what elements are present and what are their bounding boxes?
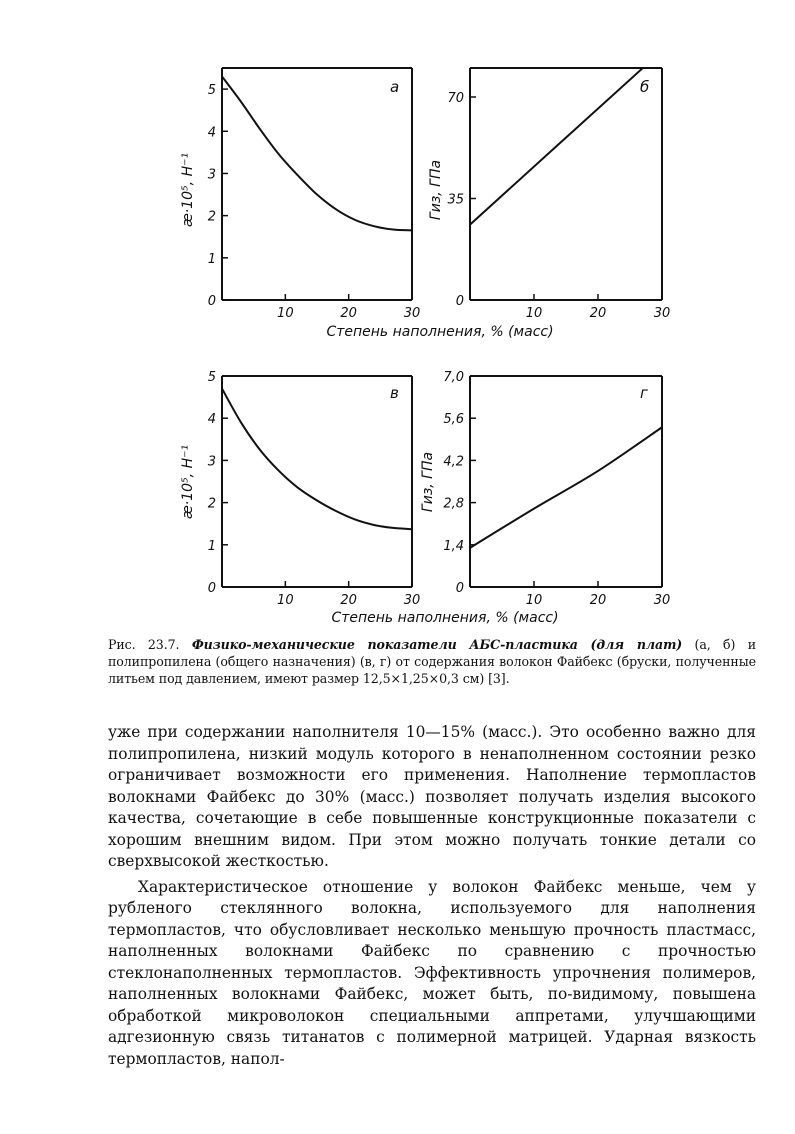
panel-v-x-tick-label: 10	[277, 593, 294, 608]
body-text	[108, 722, 756, 1070]
panel-g-y-tick-label: 1,4	[443, 538, 464, 554]
panel-v-y-label: æ·10⁵, Н⁻¹	[180, 444, 196, 520]
panel-b-y-tick-label: 70	[447, 91, 464, 106]
panel-a-x-tick-label: 10	[277, 306, 294, 321]
panel-a-y-tick-label: 3	[207, 167, 216, 183]
panel-v-letter: в	[390, 384, 399, 402]
figure-caption	[108, 636, 756, 687]
panel-a-y-tick-label: 4	[207, 125, 216, 141]
panel-a-y-tick-label: 2	[207, 209, 216, 225]
panel-v-y-tick-label: 5	[207, 370, 216, 385]
panel-a-y-label: æ·10⁵, Н⁻¹	[180, 152, 196, 228]
panel-v-series-line	[222, 389, 412, 530]
panel-v-y-tick-label: 4	[207, 412, 216, 428]
panel-a-x-tick-label: 30	[403, 306, 421, 321]
panel-a-y-tick-label: 5	[207, 83, 216, 99]
panel-g-y-tick-label: 2,8	[443, 496, 464, 512]
panel-g-y-tick-label: 4,2	[443, 454, 464, 470]
caption-rest: (а, б) и полипропилена (общего назначения) (в, г) от содержания волокон Файбекс (бруски, полученные литьем под давлением, имеют размер 12,5×1,25×0,3 см) [3].	[108, 637, 756, 686]
panel-b-y-tick-label: 35	[447, 192, 464, 208]
panel-v-x-tick-label: 30	[403, 593, 421, 608]
caption-figure-number: Рис. 23.7.	[108, 637, 180, 652]
panel-a	[180, 68, 420, 321]
panel-g-x-tick-label: 10	[525, 593, 543, 608]
panel-g-y-tick-label: 0	[455, 581, 464, 596]
panel-v-y-tick-label: 3	[207, 454, 216, 470]
paragraph-1: уже при содержании наполнителя 10—15% (масс.). Это особенно важно для полипропилена, низкий модуль которого в ненаполненном состоянии резко ограничивает возможности его применения. Наполнение термопластов волокнами Файбекс до 30% (масс.) позволяет получать изделия высокого качества, сочетающие в себе повышенные конструкционные показатели с хорошим внешним видом. При этом можно получать тонкие детали со сверхвысокой жесткостью.	[108, 723, 756, 870]
panel-b-letter: б	[640, 78, 650, 96]
panel-v-y-tick-label: 2	[207, 496, 216, 512]
paragraph-2: Характеристическое отношение у волокон Файбекс меньше, чем у рубленого стеклянного волокна, используемого для наполнения термопластов, что обусловливает несколько меньшую прочность пластмасс, наполненных волокнами Файбекс по сравнению с прочностью стеклонаполненных термопластов. Эффективность упрочнения полимеров, наполненных волокнами Файбекс, может быть, по-видимому, повышена обработкой микроволокон специальными аппретами, улучшающими адгезионную связь титанатов с полимерной матрицей. Ударная вязкость термопластов, напол-	[108, 877, 756, 1068]
panel-b-x-tick-label: 10	[525, 306, 543, 321]
caption-title: Физико-механические показатели АБС-пластика (для плат)	[191, 637, 683, 652]
panel-b-x-tick-label: 30	[653, 306, 671, 321]
panel-v-y-tick-label: 0	[207, 581, 216, 596]
panel-g	[420, 370, 670, 608]
panel-a-x-tick-label: 20	[340, 306, 357, 321]
panel-b-y-tick-label: 0	[455, 294, 464, 309]
x-axis-label-bottom: Степень наполнения, % (масс)	[331, 610, 559, 626]
panel-g-y-label: Гиз, ГПа	[420, 451, 436, 513]
panel-g-series-line	[470, 427, 662, 548]
panel-b	[428, 68, 670, 321]
panel-g-y-tick-label: 5,6	[443, 412, 464, 428]
panel-g-letter: г	[640, 384, 648, 402]
panel-v-x-tick-label: 20	[340, 593, 357, 608]
panel-a-letter: а	[390, 78, 400, 96]
panel-g-y-tick-label: 7,0	[443, 370, 464, 385]
panel-b-series-line	[470, 68, 643, 225]
panel-a-y-tick-label: 0	[207, 294, 216, 309]
panel-g-x-tick-label: 20	[589, 593, 607, 608]
panel-b-y-label: Гиз, ГПа	[428, 159, 444, 221]
panel-a-y-tick-label: 1	[207, 251, 216, 267]
panel-v	[180, 370, 420, 608]
panel-b-x-tick-label: 20	[589, 306, 607, 321]
panel-g-x-tick-label: 30	[653, 593, 671, 608]
panel-a-series-line	[222, 76, 412, 230]
panel-v-y-tick-label: 1	[207, 538, 216, 554]
x-axis-label-top: Степень наполнения, % (масс)	[326, 324, 554, 340]
